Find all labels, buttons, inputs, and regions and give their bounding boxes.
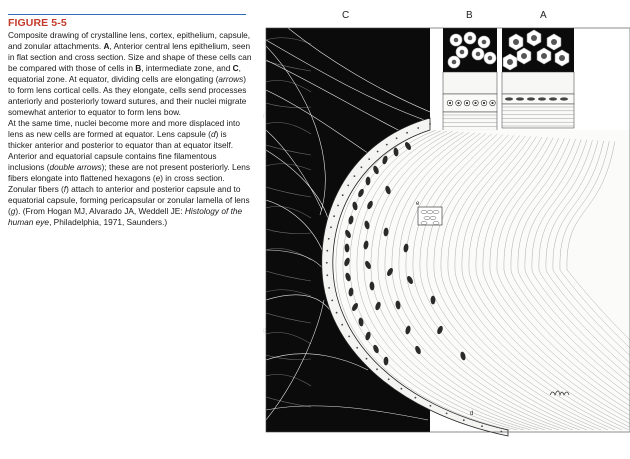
caption-segment: , equatorial zone. At equator, dividing cells are elongating ( <box>8 63 241 84</box>
caption-segment: arrows <box>218 74 244 84</box>
epithelial-nucleus <box>491 102 493 104</box>
capsule-inclusion-dot <box>388 378 390 380</box>
lens-illustration <box>258 0 630 459</box>
caption-segment: d <box>210 129 216 139</box>
lens-bow-nucleus <box>431 296 436 305</box>
caption-segment: Histology of the human eye <box>8 206 243 227</box>
caption-segment: ) is thicker anterior and posterior to equator than at equator itself. Anterior and equatorial capsule contains fine filamentous inclusions ( <box>8 129 234 172</box>
capsule-inclusion-dot <box>396 137 398 139</box>
cell-nucleus <box>521 53 527 59</box>
caption-panel <box>0 0 258 459</box>
epithelial-nucleus <box>560 97 568 100</box>
caption-segment: g <box>10 206 16 216</box>
caption-segment: , Anterior central lens epithelium, seen in flat section and cross section. Size and shape of these cells can be compared with those of cells in <box>8 41 252 73</box>
capsule-inclusion-dot <box>361 166 363 168</box>
capsule-inclusion-dot <box>415 397 417 399</box>
capsule-inclusion-dot <box>326 262 328 264</box>
capsule-inclusion-dot <box>326 274 328 276</box>
anterior-capsule <box>502 72 574 94</box>
figure-label: FIGURE 5-5 <box>8 17 67 29</box>
cell-nucleus <box>507 59 513 65</box>
epithelial-nucleus <box>549 97 557 100</box>
epithelial-nucleus <box>538 97 546 100</box>
capsule-inclusion-dot <box>337 205 339 207</box>
caption-segment: e <box>155 173 161 183</box>
capsule-inclusion-dot <box>336 312 338 314</box>
epithelial-nucleus <box>457 102 459 104</box>
cell-nucleus <box>551 39 557 45</box>
capsule-inclusion-dot <box>366 358 368 360</box>
caption-segment: double arrows <box>49 162 102 172</box>
cell-nucleus <box>513 39 519 45</box>
caption-segment: ); these are not present posteriorly. Lens fibers elongate into flattened hexagons ( <box>8 162 250 183</box>
caption-segment: ) attach to anterior and posterior capsule and to equatorial capsule, forming pericapsular or zonular lamella of lens ( <box>8 184 250 216</box>
capsule-inclusion-dot <box>429 123 431 125</box>
caption-segment: C <box>232 63 239 73</box>
caption-segment: , Philadelphia, 1971, Saunders.) <box>49 217 168 227</box>
cell-nucleus <box>488 56 493 61</box>
capsule-inclusion-dot <box>401 388 403 390</box>
cell-nucleus <box>468 36 473 41</box>
lens-drawing <box>258 0 630 459</box>
caption-segment: A <box>103 41 110 51</box>
capsule-inclusion-dot <box>348 336 350 338</box>
capsule-inclusion-dot <box>356 347 358 349</box>
caption-segment: , intermediate zone, and <box>141 63 233 73</box>
anterior-zone-panel <box>502 28 574 128</box>
capsule-inclusion-dot <box>446 413 448 415</box>
intermediate-zone-capsule <box>443 72 497 94</box>
marker-f: f <box>263 114 265 120</box>
caption-segment: Composite drawing of crystalline lens, cortex, epithelium, capsule, and zonular attachments. <box>8 30 251 51</box>
cell-nucleus <box>541 53 547 59</box>
marker-e: e <box>416 201 420 207</box>
caption-text <box>8 30 252 228</box>
anterior-fibers <box>502 104 574 128</box>
capsule-inclusion-dot <box>342 194 344 196</box>
hexagon-inset <box>418 207 442 225</box>
cell-nucleus <box>531 35 537 41</box>
epithelial-nucleus <box>466 102 468 104</box>
caption-segment: B <box>135 63 142 73</box>
capsule-inclusion-dot <box>463 419 465 421</box>
epithelial-nucleus <box>505 97 513 100</box>
panel-label-a: A <box>540 10 547 21</box>
epithelial-nucleus <box>527 97 535 100</box>
capsule-inclusion-dot <box>333 215 335 217</box>
capsule-inclusion-dot <box>328 238 330 240</box>
capsule-inclusion-dot <box>368 158 370 160</box>
caption-segment: At the same time, nuclei become more and more displaced into lens as new cells are formed at equator. Lens capsule ( <box>8 118 240 139</box>
epithelial-nucleus <box>474 102 476 104</box>
marker-d: d <box>470 411 474 417</box>
marker-g: g <box>263 328 267 334</box>
capsule-inclusion-dot <box>417 127 419 129</box>
caption-segment: ) to form lens cortical cells. As they elongate, cells send processes anteriorly and posteriorly toward sutures, and their nuclei migrate somewhat anterior to equator to form lens bow. <box>8 74 247 117</box>
capsule-inclusion-dot <box>330 226 332 228</box>
caption-segment: f <box>63 184 67 194</box>
panel-label-c: C <box>342 10 350 21</box>
capsule-inclusion-dot <box>430 405 432 407</box>
capsule-inclusion-dot <box>377 151 379 153</box>
caption-segment: ). (From Hogan MJ, Alvarado JA, Weddell JE: <box>15 206 185 216</box>
capsule-inclusion-dot <box>481 425 483 427</box>
cell-nucleus <box>454 38 459 43</box>
capsule-inclusion-dot <box>326 250 328 252</box>
cell-nucleus <box>452 60 457 65</box>
epithelial-nucleus <box>449 102 451 104</box>
cell-nucleus <box>559 55 565 61</box>
epithelial-nucleus <box>516 97 524 100</box>
capsule-inclusion-dot <box>341 324 343 326</box>
figure-divider <box>8 14 246 15</box>
cell-nucleus <box>476 52 481 57</box>
capsule-inclusion-dot <box>386 144 388 146</box>
capsule-inclusion-dot <box>354 175 356 177</box>
capsule-inclusion-dot <box>376 368 378 370</box>
capsule-inclusion-dot <box>406 132 408 134</box>
figure-caption <box>8 30 252 228</box>
panel-label-b: B <box>466 10 473 21</box>
cell-nucleus <box>482 40 487 45</box>
caption-segment: ) in cross section. Zonular fibers ( <box>8 173 225 194</box>
capsule-inclusion-dot <box>347 185 349 187</box>
capsule-inclusion-dot <box>331 300 333 302</box>
capsule-inclusion-dot <box>328 287 330 289</box>
epithelial-nucleus <box>483 102 485 104</box>
cell-nucleus <box>460 50 465 55</box>
